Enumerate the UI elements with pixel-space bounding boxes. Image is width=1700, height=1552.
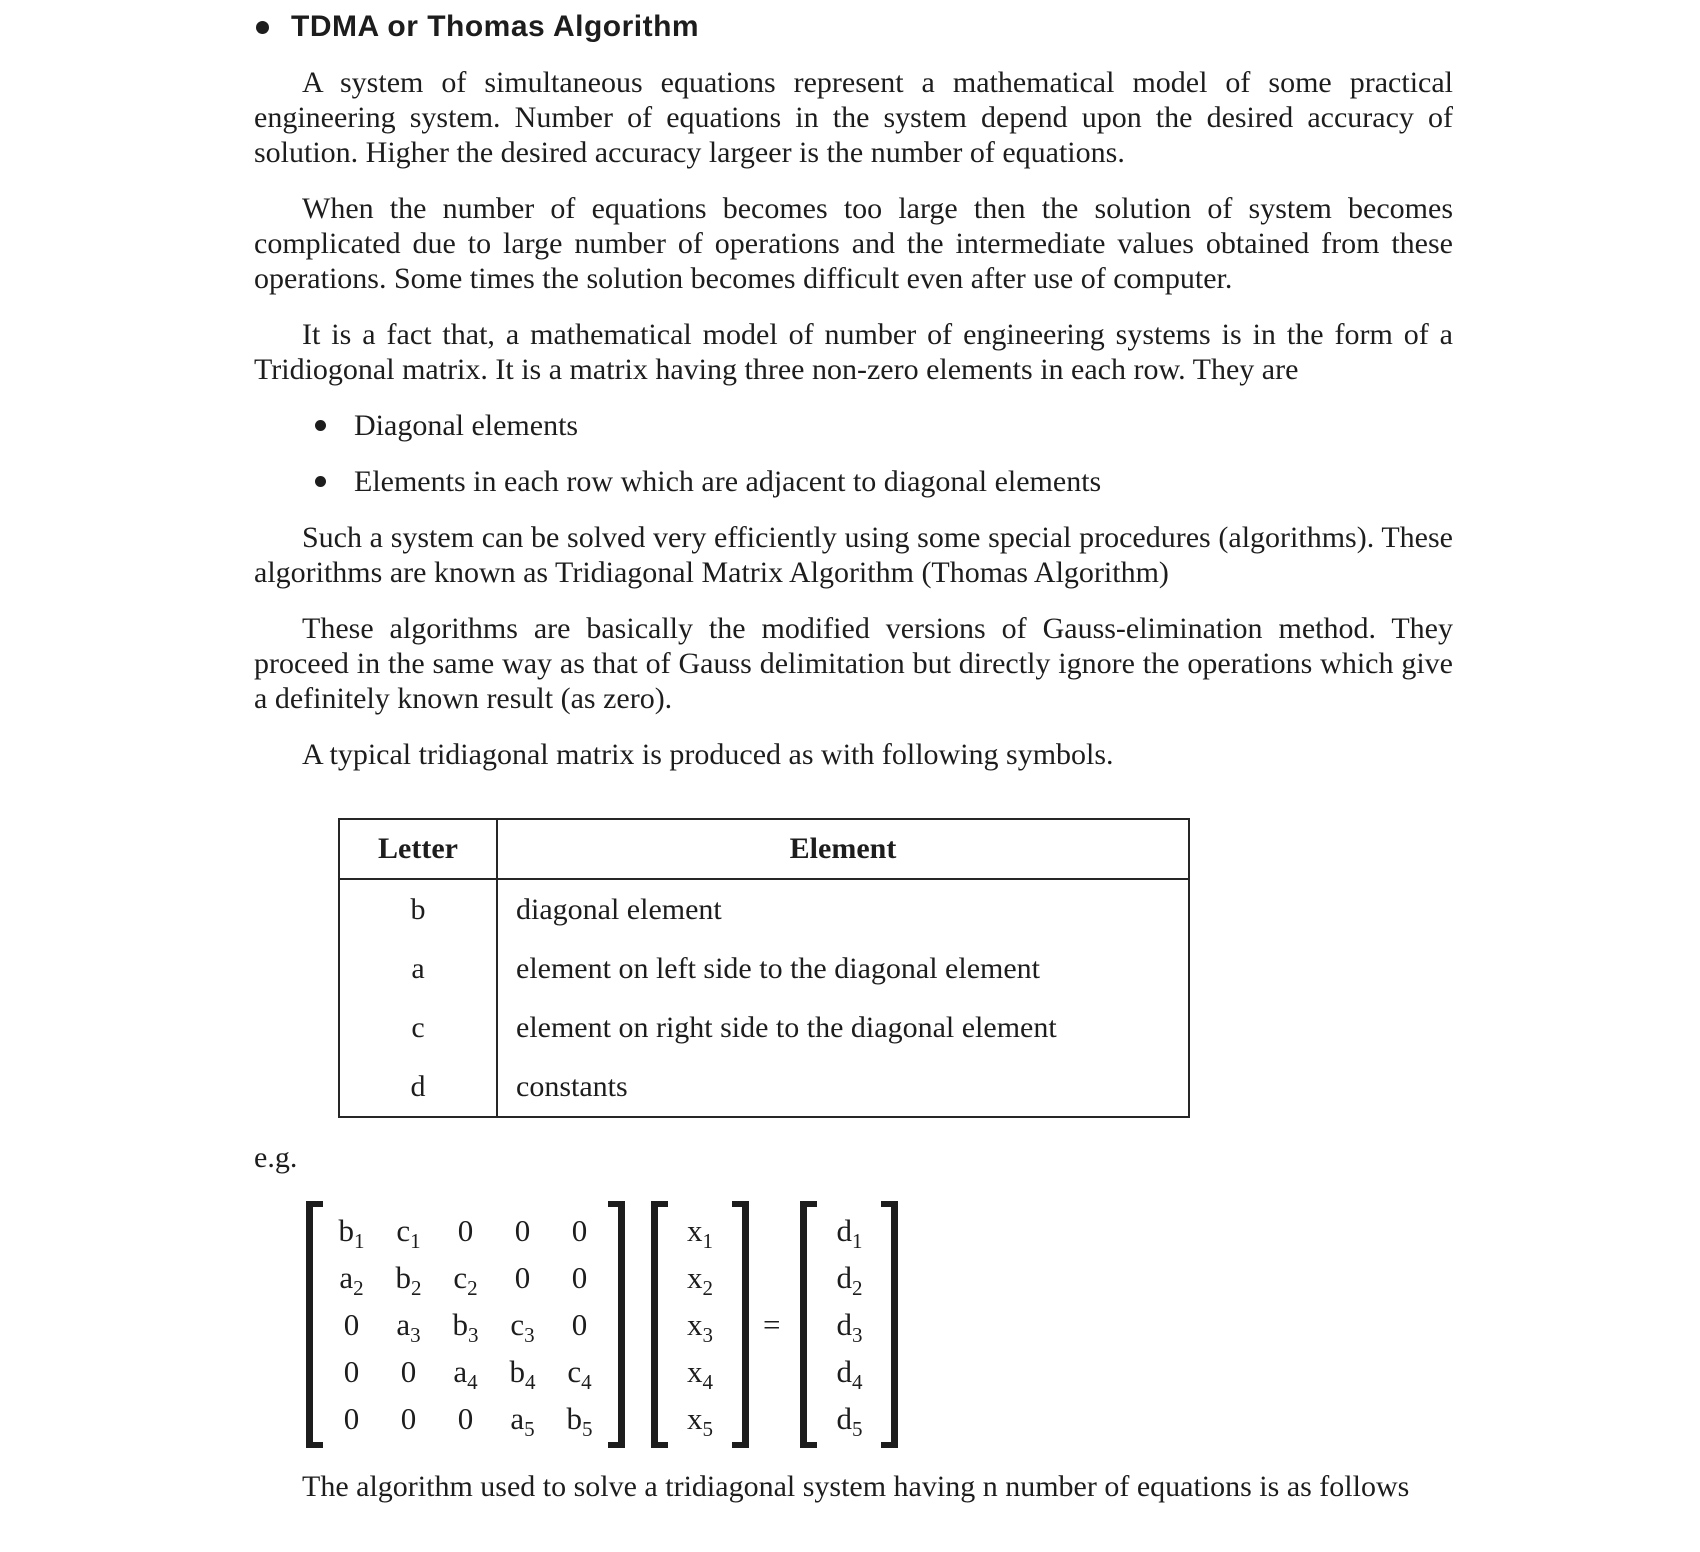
matrix-cell-r3c4: $c_3$ bbox=[510, 1306, 535, 1347]
coefficient-matrix-grid bbox=[323, 1201, 608, 1448]
constant-vector-grid bbox=[817, 1201, 881, 1448]
matrix-cell-r2c3: $c_2$ bbox=[453, 1259, 478, 1300]
d-vector-entry-2: $d_2$ bbox=[836, 1259, 863, 1300]
matrix-cell-r4c2: 0 bbox=[400, 1353, 417, 1389]
x-vector-entry-1: $x_1$ bbox=[687, 1212, 713, 1253]
list-bullet-icon bbox=[315, 476, 326, 487]
list-bullet-icon bbox=[315, 420, 326, 431]
table-row bbox=[340, 1057, 1188, 1116]
cell-letter: a bbox=[340, 939, 498, 998]
coefficient-matrix-left-bracket bbox=[306, 1201, 323, 1448]
header-cell-element: Element bbox=[789, 832, 897, 865]
matrix-cell-r5c4: $a_5$ bbox=[510, 1400, 535, 1441]
matrix-cell-r1c2: $c_1$ bbox=[396, 1212, 421, 1253]
matrix-cell-r3c5: 0 bbox=[571, 1306, 588, 1342]
list-item-label: Diagonal elements bbox=[354, 409, 579, 442]
paragraph-large-systems: When the number of equations becomes too large then the solution of system becomes complicated due to large number of operations and the intermediate values obtained from these operations. Some times the solution becomes difficult even after use of computer. bbox=[254, 192, 1453, 295]
table-row bbox=[340, 998, 1188, 1057]
matrix-cell-r5c5: $b_5$ bbox=[566, 1400, 593, 1441]
constant-vector-right-bracket bbox=[881, 1201, 898, 1448]
symbol-table-header bbox=[340, 820, 1188, 880]
table-row bbox=[340, 880, 1188, 939]
heading-bullet-icon bbox=[256, 21, 269, 34]
paragraph-symbols-intro: A typical tridiagonal matrix is produced as with following symbols. bbox=[302, 738, 1114, 771]
d-vector-entry-3: $d_3$ bbox=[836, 1306, 863, 1347]
bullet-list bbox=[254, 408, 1453, 499]
matrix-cell-r5c2: 0 bbox=[400, 1400, 417, 1436]
matrix-cell-r5c3: 0 bbox=[457, 1400, 474, 1436]
matrix-cell-r3c1: 0 bbox=[343, 1306, 360, 1342]
coefficient-matrix bbox=[306, 1201, 625, 1448]
x-vector-entry-5: $x_5$ bbox=[687, 1400, 713, 1441]
x-vector-entry-3: $x_3$ bbox=[687, 1306, 713, 1347]
matrix-cell-r1c5: 0 bbox=[571, 1212, 588, 1248]
matrix-cell-r2c1: $a_2$ bbox=[339, 1259, 364, 1300]
constant-vector-left-bracket bbox=[800, 1201, 817, 1448]
list-item-adjacent bbox=[315, 464, 1453, 499]
example-label: e.g. bbox=[254, 1141, 298, 1174]
cell-element: constants bbox=[516, 1069, 628, 1103]
header-cell-letter: Letter bbox=[340, 820, 498, 878]
unknown-vector-grid bbox=[668, 1201, 732, 1448]
d-vector-entry-5: $d_5$ bbox=[836, 1400, 863, 1441]
matrix-cell-r1c3: 0 bbox=[457, 1212, 474, 1248]
d-vector-entry-4: $d_4$ bbox=[836, 1353, 863, 1394]
table-row bbox=[340, 939, 1188, 998]
cell-letter: b bbox=[340, 880, 498, 939]
matrix-cell-r5c1: 0 bbox=[343, 1400, 360, 1436]
paragraph-algorithm-intro: The algorithm used to solve a tridiagonal system having n number of equations is as follows bbox=[302, 1470, 1410, 1503]
matrix-cell-r2c5: 0 bbox=[571, 1259, 588, 1295]
equals-sign: = bbox=[763, 1306, 781, 1342]
paragraph-special-procedures: Such a system can be solved very efficiently using some special procedures (algorithms). These algorithms are known as Tridiagonal Matrix Algorithm (Thomas Algorithm) bbox=[254, 521, 1453, 589]
matrix-cell-r1c1: $b_1$ bbox=[338, 1212, 365, 1253]
d-vector-entry-1: $d_1$ bbox=[836, 1212, 863, 1253]
constant-vector bbox=[800, 1201, 898, 1448]
heading-title: TDMA or Thomas Algorithm bbox=[291, 10, 700, 43]
matrix-cell-r1c4: 0 bbox=[514, 1212, 531, 1248]
matrix-cell-r4c4: $b_4$ bbox=[509, 1353, 536, 1394]
matrix-cell-r2c2: $b_2$ bbox=[395, 1259, 422, 1300]
paragraph-gauss-versions: These algorithms are basically the modified versions of Gauss-elimination method. They proceed in the same way as that of Gauss delimitation but directly ignore the operations which give a definitely known result (as zero). bbox=[254, 612, 1453, 715]
content-column bbox=[254, 6, 1453, 1504]
coefficient-matrix-right-bracket bbox=[608, 1201, 625, 1448]
list-item-label: Elements in each row which are adjacent to diagonal elements bbox=[354, 465, 1102, 498]
unknown-vector bbox=[651, 1201, 749, 1448]
cell-element: diagonal element bbox=[516, 892, 722, 926]
unknown-vector-left-bracket bbox=[651, 1201, 668, 1448]
matrix-cell-r2c4: 0 bbox=[514, 1259, 531, 1295]
matrix-cell-r3c2: $a_3$ bbox=[396, 1306, 421, 1347]
x-vector-entry-4: $x_4$ bbox=[687, 1353, 713, 1394]
paragraph-intro: A system of simultaneous equations represent a mathematical model of some practical engineering system. Number of equations in the system depend upon the desired accuracy of solution. Higher the desired accuracy largeer is the number of equations. bbox=[254, 66, 1453, 169]
cell-letter: d bbox=[340, 1057, 498, 1116]
matrix-equation bbox=[306, 1201, 1453, 1448]
paragraph-tridiagonal-fact: It is a fact that, a mathematical model of number of engineering systems is in the form of a Tridiogonal matrix. It is a matrix having three non-zero elements in each row. They are bbox=[254, 318, 1453, 386]
symbol-table bbox=[338, 818, 1190, 1118]
matrix-cell-r4c5: $c_4$ bbox=[567, 1353, 592, 1394]
unknown-vector-right-bracket bbox=[732, 1201, 749, 1448]
cell-letter: c bbox=[340, 998, 498, 1057]
cell-element: element on left side to the diagonal element bbox=[516, 951, 1040, 985]
cell-element: element on right side to the diagonal element bbox=[516, 1010, 1057, 1044]
section-heading bbox=[256, 10, 1453, 44]
matrix-cell-r3c3: $b_3$ bbox=[452, 1306, 479, 1347]
x-vector-entry-2: $x_2$ bbox=[687, 1259, 713, 1300]
matrix-cell-r4c3: $a_4$ bbox=[453, 1353, 478, 1394]
list-item-diagonal bbox=[315, 408, 1453, 443]
matrix-cell-r4c1: 0 bbox=[343, 1353, 360, 1389]
